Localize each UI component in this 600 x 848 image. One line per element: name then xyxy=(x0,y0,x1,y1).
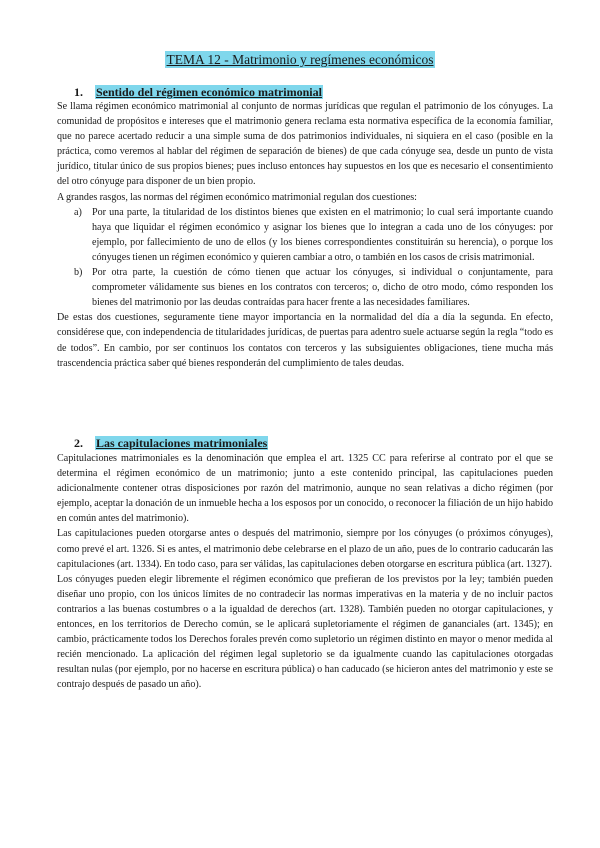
document-title: TEMA 12 - Matrimonio y regímenes económicos xyxy=(166,52,434,67)
section-1-lead: A grandes rasgos, las normas del régimen económico matrimonial regulan dos cuestiones: xyxy=(57,191,417,203)
list-marker-b: b) xyxy=(74,267,83,279)
list-text-a: Por una parte, la titularidad de los distintos bienes que existen en el matrimonio; lo cual será importante cuando haya que liquidar el régimen económico y asignar los bienes que lo integran a cada uno de los cónyuges: por ejemplo, por fallecimiento de uno de ellos (y los bienes correspondientes constituirán su herencia), o porque los cónyuges tienen un régimen económico y quieren cambiar a otro, o también en los casos de crisis matrimonial. xyxy=(92,206,553,263)
section-2-body xyxy=(57,451,553,693)
list-text-b: Por otra parte, la cuestión de cómo tienen que actuar los cónyuges, si individual o conjuntamente, para comprometer válidamente sus bienes en los contratos con terceros; o, dicho de otro modo, cómo responden los bienes del matrimonio por las deudas contraídas para hacer frente a las necesidades familiares. xyxy=(92,267,553,309)
section-1-body xyxy=(57,99,553,371)
section-1-closing: De estas dos cuestiones, seguramente tiene mayor importancia en la normalidad del día a día la segunda. En efecto, considérese que, con independencia de titularidades jurídicas, de puertas para adentro suele actuarse según la regla “todo es de todos”. En cambio, por ser continuos los contatos con terceros y las subsiguientes obligaciones, tiene mucha más trascendencia práctica saber qué bienes responderán del cumplimiento de tales deudas. xyxy=(57,312,553,369)
title-container xyxy=(0,51,600,69)
list-item-a xyxy=(57,205,553,265)
section-2-paragraph-1: Capitulaciones matrimoniales es la denominación que emplea el art. 1325 CC para referirse al contrato por el que se determina el régimen económico de un matrimonio; junto a este contenido principal, las capitulaciones pueden adicionalmente contener otras disposiciones por razón del matrimonio, aunque no sean relativas a dicho régimen (por ejemplo, aceptar la donación de un inmueble hecha a los esposos por un conocido, o reconocer la filiación de un hijo habido en común antes del matrimonio). xyxy=(57,453,553,525)
section-2-paragraph-2: Las capitulaciones pueden otorgarse antes o después del matrimonio, siempre por los cónyuges (o próximos cónyuges), como prevé el art. 1326. Si es antes, el matrimonio debe celebrarse en el plazo de un año, pues de lo contrario caducarán las capitulaciones (art. 1334). En todo caso, para ser válidas, las capitulaciones deben otorgarse en escritura pública (art. 1327). xyxy=(57,528,553,570)
section-1-title: Sentido del régimen económico matrimonial xyxy=(96,85,322,99)
section-2-title: Las capitulaciones matrimoniales xyxy=(96,436,268,450)
section-2-paragraph-3: Los cónyuges pueden elegir libremente el régimen económico que prefieran de los previstos por la ley; también pueden diseñar uno propio, con los únicos límites de no contradecir las normas imperativas en la materia y de no incluir pactos contrarios a las buenas costumbres o a la igualdad de derechos (art. 1328). También pueden no otorgar capitulaciones, y entonces, en los territorios de Derecho común, se le aplicará supletoriamente el régimen de gananciales (art. 1345); en cambio, prácticamente todos los Derechos forales prevén como supletorio un régimen distinto en mayor o menor medida al recién mencionado. La aplicación del régimen legal supletorio se da igualmente cuando las capitulaciones otorgadas resultan nulas (por ejemplo, por no hacerse en escritura pública) o han caducado (se hicieron antes del matrimonio y este se contrajo después de pasado un año). xyxy=(57,573,553,691)
section-1-number: 1. xyxy=(74,85,83,99)
section-2-number: 2. xyxy=(74,436,83,450)
list-item-b xyxy=(57,265,553,310)
section-1-intro: Se llama régimen económico matrimonial al conjunto de normas jurídicas que regulan el patrimonio de los cónyuges. La comunidad de propósitos e intereses que el matrimonio genera reclama esta normativa específica de la economía familiar, que no parece acertado reducir a una simple suma de dos patrimonios individuales, ni siquiera en el caso (posible en la práctica, como veremos al hablar del régimen de separación de bienes) de que cada cónyuge sea, desde un punto de vista jurídico, titular único de sus propios bienes; pues incluso entonces hay supuestos en los que es necesario el consentimiento del otro cónyuge para disponer de un bien propio. xyxy=(57,101,553,188)
section-1-heading xyxy=(74,85,323,100)
list-marker-a: a) xyxy=(74,206,82,218)
section-2-heading xyxy=(74,436,268,451)
